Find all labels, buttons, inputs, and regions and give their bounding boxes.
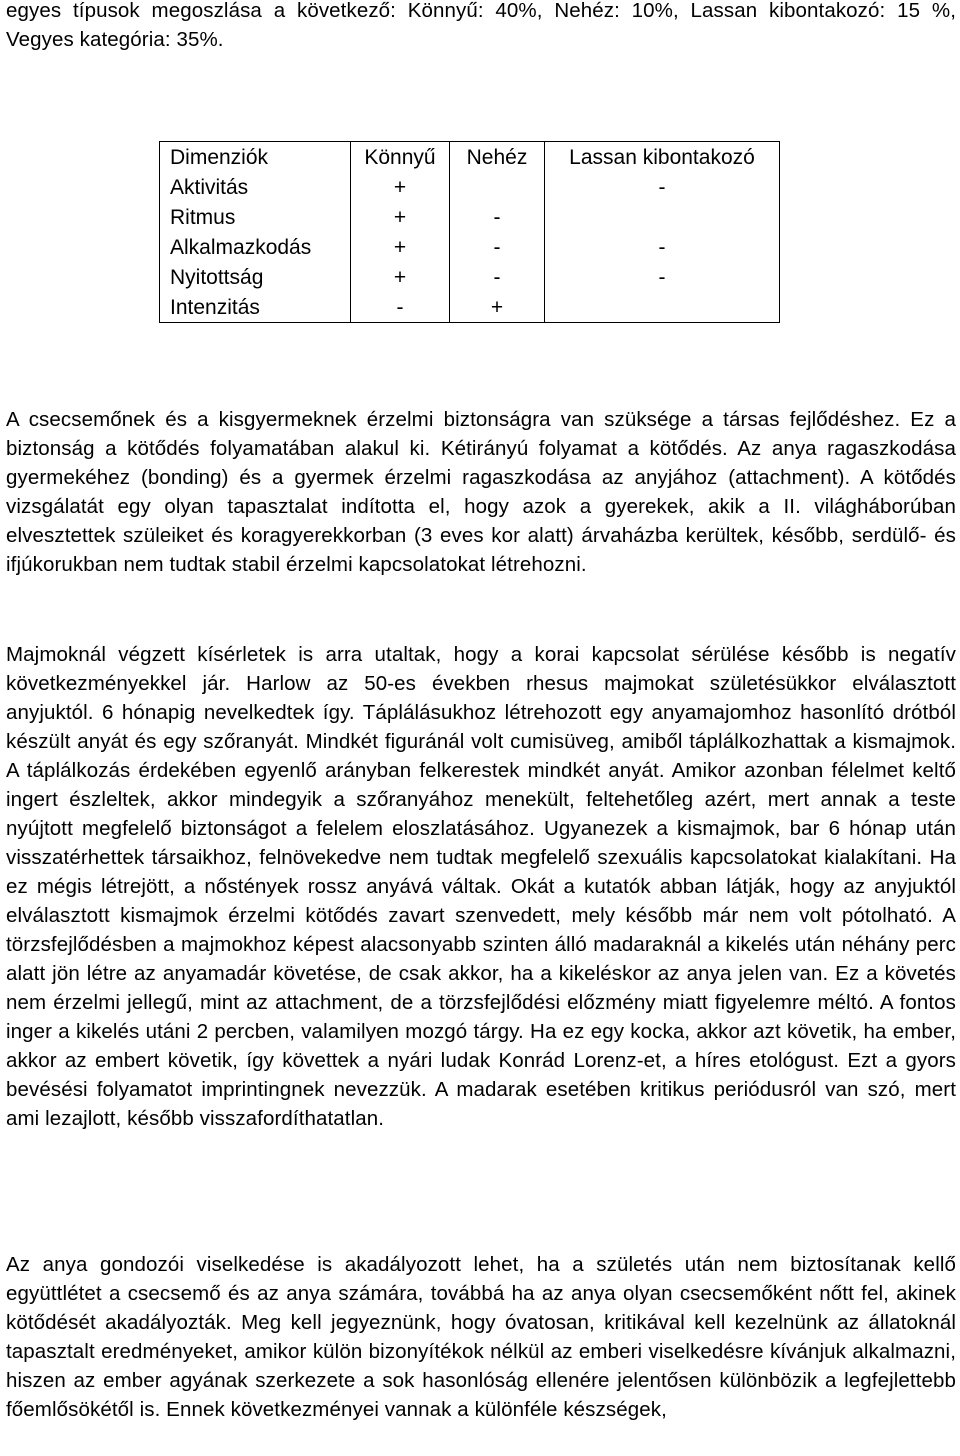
table-cell: Nyitottság	[170, 265, 264, 289]
table-cell: +	[351, 262, 450, 292]
table-cell: -	[351, 292, 450, 323]
temperament-dimensions-table	[159, 141, 780, 323]
table-row	[160, 292, 780, 323]
table-cell: Alkalmazkodás	[170, 235, 312, 259]
table-row	[160, 262, 780, 292]
table-cell	[545, 292, 780, 323]
table-cell: -	[450, 232, 545, 262]
table-cell: -	[450, 262, 545, 292]
table-row	[160, 232, 780, 262]
table-cell: +	[351, 232, 450, 262]
intro-paragraph: egyes típusok megoszlása a következő: Könnyű: 40%, Nehéz: 10%, Lassan kibontakozó: 15 %, Vegyes kategória: 35%.	[6, 0, 956, 51]
table-header-cell: Dimenziók	[170, 145, 269, 169]
table-cell	[450, 172, 545, 202]
table-cell	[545, 202, 780, 232]
table-cell: +	[450, 292, 545, 323]
table-cell: -	[545, 232, 780, 262]
table-cell: Ritmus	[170, 205, 236, 229]
table-cell: Aktivitás	[170, 175, 249, 199]
table-header-row	[160, 142, 780, 173]
table-header-cell: Nehéz	[450, 142, 545, 173]
table-cell: -	[545, 172, 780, 202]
table-cell: +	[351, 172, 450, 202]
attachment-paragraph: A csecsemőnek és a kisgyermeknek érzelmi biztonságra van szüksége a társas fejlődéshez. Ez a biztonság a kötődés folyamatában alakul ki. Kétirányú folyamat a kötődés. Az anya ragaszkodása gyermekéhez (bonding) és a gyermek érzelmi ragaszkodása az anyjához (attachment). A kötődés vizsgálatát egy olyan tapasztalat indította el, hogy azok a gyerekek, akik a II. világháborúban elvesztettek szüleiket és koragyerekkorban (3 eves kor alatt) árvaházba kerültek, később, serdülő- és ifjúkorukban nem tudtak stabil érzelmi kapcsolatokat létrehozni.	[6, 408, 956, 576]
table-cell: +	[351, 202, 450, 232]
table-header-cell: Könnyű	[351, 142, 450, 173]
table-row	[160, 202, 780, 232]
table-header-cell: Lassan kibontakozó	[545, 142, 780, 173]
table-row	[160, 172, 780, 202]
table-cell: -	[450, 202, 545, 232]
maternal-care-paragraph: Az anya gondozói viselkedése is akadályozott lehet, ha a születés után nem biztosítanak kellő együttlétet a csecsemő és az anya számára, továbbá ha az anya olyan csecsemőként nőtt fel, akinek kötődését akadályozták. Meg kell jegyeznünk, hogy óvatosan, kritikával kell kezelnünk az állatoknál tapasztalt eredményeket, amikor külön bizonyítékok nélkül az emberi viselkedésre kívánjuk alkalmazni, hiszen az ember agyának szerkezete a sok hasonlóság ellenére jelentősen különbözik a legfejlettebb főemlősökétől is. Ennek következményei vannak a különféle készségek,	[6, 1253, 956, 1421]
monkey-experiment-paragraph: Majmoknál végzett kísérletek is arra utaltak, hogy a korai kapcsolat sérülése később is negatív következményekkel jár. Harlow az 50-es években rhesus majmokat születésükkor elválasztott anyjuktól. 6 hónapig nevelkedtek így. Táplálásukhoz létrehozott egy anyamajomhoz hasonlító drótból készült anyát és egy szőranyát. Mindkét figuránál volt cumisüveg, amiből táplálkozhattak a kismajmok. A táplálkozás érdekében egyenlő arányban felkerestek mindkét anyát. Amikor azonban félelmet keltő ingert észleltek, akkor mindegyik a szőranyához menekült, feltehetőleg azért, mert annak a teste nyújtott megfelelő biztonságot a felelem eloszlatásához. Ugyanezek a kismajmok, bar 6 hónap után visszatérhettek társaikhoz, felnövekedve nem tudtak megfelelő szexuális kapcsolatokat kialakítani. Ha ez mégis létrejött, a nőstények rossz anyává váltak. Okát a kutatók abban látják, hogy az anyjuktól elválasztott kismajmok érzelmi kötődés zavart szenvedett, mely később már nem volt pótolható. A törzsfejlődésben a majmokhoz képest alacsonyabb szinten álló madaraknál a kikelés után néhány perc alatt jön létre az anyamadár követése, de csak akkor, ha a kikeléskor az anya jelen van. Ez a követés nem érzelmi jellegű, mint az attachment, de a törzsfejlődési előzmény miatt figyelemre méltó. A fontos inger a kikelés utáni 2 percben, valamilyen mozgó tárgy. Ha ez egy kocka, akkor azt követik, ha ember, akkor az embert követik, így követtek a nyári ludak Konrád Lorenz-et, a híres etológust. Ezt a gyors bevésési folyamatot imprintingnek nevezzük. A madarak esetében kritikus periódusról van szó, mert ami lezajlott, később visszafordíthatatlan.	[6, 643, 956, 1130]
table-cell: -	[545, 262, 780, 292]
table-cell: Intenzitás	[170, 295, 260, 319]
